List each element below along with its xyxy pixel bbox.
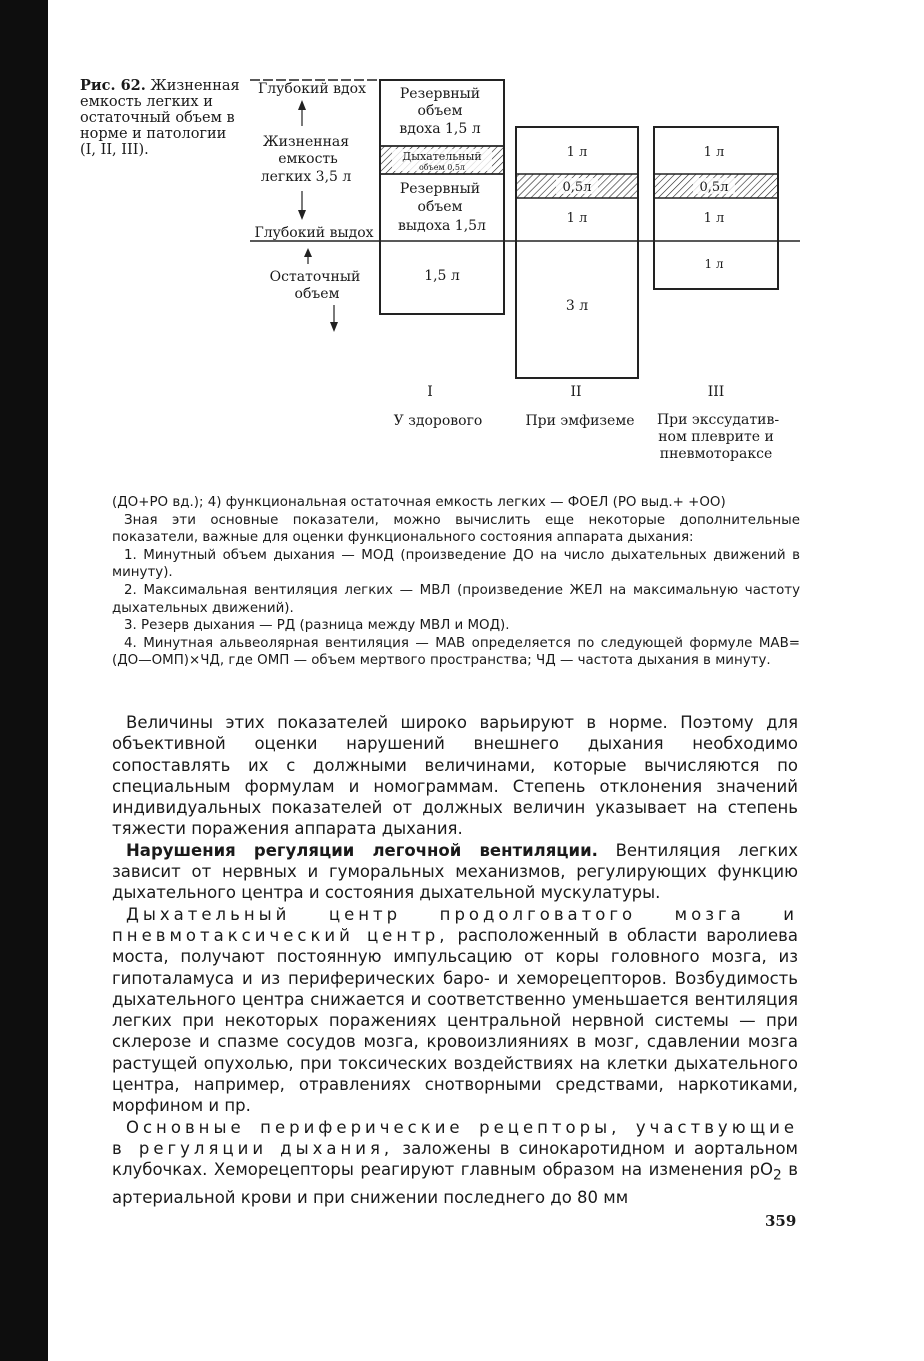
small-list-item-4: 4. Минутная альвеолярная вентиляция — МАВ определяется по следующей формуле МАВ=(ДО—ОМП)×ЧД, где ОМП — объем мертвого пространства; ЧД — частота дыхания в минуту.	[112, 635, 800, 669]
small-paragraph-2: Зная эти основные показатели, можно вычислить еще некоторые дополнительные показатели, важные для оценки функционального состояния аппарата дыхания:	[112, 512, 800, 546]
scan-binding-edge	[0, 0, 48, 1361]
label-deep-exhale: Глубокий выдох	[254, 225, 374, 241]
col1-erv-line2: объем	[417, 199, 463, 215]
small-print-block	[112, 494, 800, 670]
col1-erv-line1: Резервный	[399, 181, 481, 197]
spaced-emphasis: Основные периферические рецепторы, участвующие в регуляции дыхания,	[112, 1117, 798, 1158]
section-heading: Нарушения регуляции легочной вентиляции.	[126, 840, 598, 860]
col1-irv-line3: вдоха 1,5 л	[399, 121, 481, 137]
col3-tidal: 0,5л	[699, 180, 729, 195]
arrow-down-icon	[298, 210, 306, 220]
col2-numeral: II	[570, 384, 582, 400]
small-list-item-2: 2. Максимальная вентиляция легких — МВЛ (произведение ЖЕЛ на максимальную частоту дыхательных движений).	[112, 582, 800, 616]
col2-irv: 1 л	[566, 145, 588, 160]
label-residual-line2: объем	[294, 286, 340, 302]
col2-erv: 1 л	[566, 211, 588, 226]
col1-numeral: I	[427, 384, 433, 400]
label-vital-line3: легких 3,5 л	[260, 169, 352, 185]
col3-rv: 1 л	[704, 257, 724, 271]
arrow-up-icon	[298, 100, 306, 110]
body-paragraph-3: Дыхательный центр продолговатого мозга и пневмотаксический центр, расположенный в области варолиева моста, получают постоянную импульсацию от коры головного мозга, из гипоталамуса и из периферических баро- и хеморецепторов. Возбудимость дыхательного центра снижается и соответственно уменьшается вентиляция легких при некоторых поражениях центральной нервной системы — при склерозе и спазме сосудов мозга, кровоизлияниях в мозг, сдавлении мозга растущей опухолью, при токсических воздействиях на клетки дыхательного центра, например, отравлениях снотворными средствами, наркотиками, морфином и пр.	[112, 904, 798, 1116]
arrow-up-icon	[304, 248, 312, 257]
figure-caption	[80, 78, 242, 158]
body-paragraph-1: Величины этих показателей широко варьируют в норме. Поэтому для объективной оценки нарушений внешнего дыхания необходимо сопоставлять их с должными величинами, которые вычисляются по специальным формулам и номограммам. Степень отклонения значений индивидуальных показателей от должных величин указывает на степень тяжести поражения аппарата дыхания.	[112, 713, 798, 839]
col1-irv-line1: Резервный	[399, 86, 481, 102]
label-residual-line1: Остаточный	[269, 269, 361, 285]
col2-box	[516, 127, 638, 378]
small-list-item-1: 1. Минутный объем дыхания — МОД (произведение ДО на число дыхательных движений в минуту).	[112, 547, 800, 581]
figure-caption-label: Рис. 62.	[80, 77, 146, 94]
col1-caption: У здорового	[393, 413, 483, 429]
main-body-text	[112, 712, 798, 1208]
col2-tidal: 0,5л	[562, 180, 592, 195]
col2-caption: При эмфиземе	[525, 413, 635, 429]
arrow-down-icon	[330, 322, 338, 332]
col3-erv: 1 л	[703, 211, 725, 226]
col1-tidal-line2: объем 0,5л	[418, 163, 466, 172]
col3-irv: 1 л	[703, 145, 725, 160]
lung-volume-diagram	[240, 70, 810, 470]
col3-caption-line1: При экссудатив-	[656, 412, 780, 428]
col1-irv-line2: объем	[417, 103, 463, 119]
col1-rv: 1,5 л	[424, 268, 460, 284]
label-vital-line1: Жизненная	[262, 134, 350, 150]
col3-caption-line2: ном плеврите и	[658, 429, 774, 445]
page-number: 359	[765, 1212, 797, 1230]
figure-caption-text: Жизненная емкость легких и остаточный объем в норме и патологии (I, II, III).	[80, 78, 240, 158]
spaced-emphasis: Дыхательный центр продолговатого мозга и пневмотаксический центр,	[112, 904, 798, 945]
small-list-item-3: 3. Резерв дыхания — РД (разница между МВЛ и МОД).	[124, 618, 510, 634]
label-deep-inhale: Глубокий вдох	[258, 81, 366, 97]
col1-tidal-line1: Дыхательный	[402, 150, 482, 163]
col3-numeral: III	[707, 384, 725, 400]
col2-rv: 3 л	[565, 298, 589, 314]
label-vital-line2: емкость	[278, 151, 338, 167]
col3-caption-line3: пневмотораксе	[659, 446, 773, 462]
small-paragraph-1: (ДО+РО вд.); 4) функциональная остаточная емкость легких — ФОЕЛ (РО выд.+ +ОО)	[112, 495, 726, 510]
col1-erv-line3: выдоха 1,5л	[398, 218, 486, 234]
body-paragraph-2: Нарушения регуляции легочной вентиляции. Вентиляция легких зависит от нервных и гуморальных механизмов, регулирующих функцию дыхательного центра и состояния дыхательной мускулатуры.	[112, 840, 798, 903]
body-paragraph-4: Основные периферические рецепторы, участвующие в регуляции дыхания, заложены в синокаротидном и аортальном клубочках. Хеморецепторы реагируют главным образом на изменения $pO_2$ в артериальной крови и при снижении последнего до 80 мм	[112, 1117, 798, 1207]
